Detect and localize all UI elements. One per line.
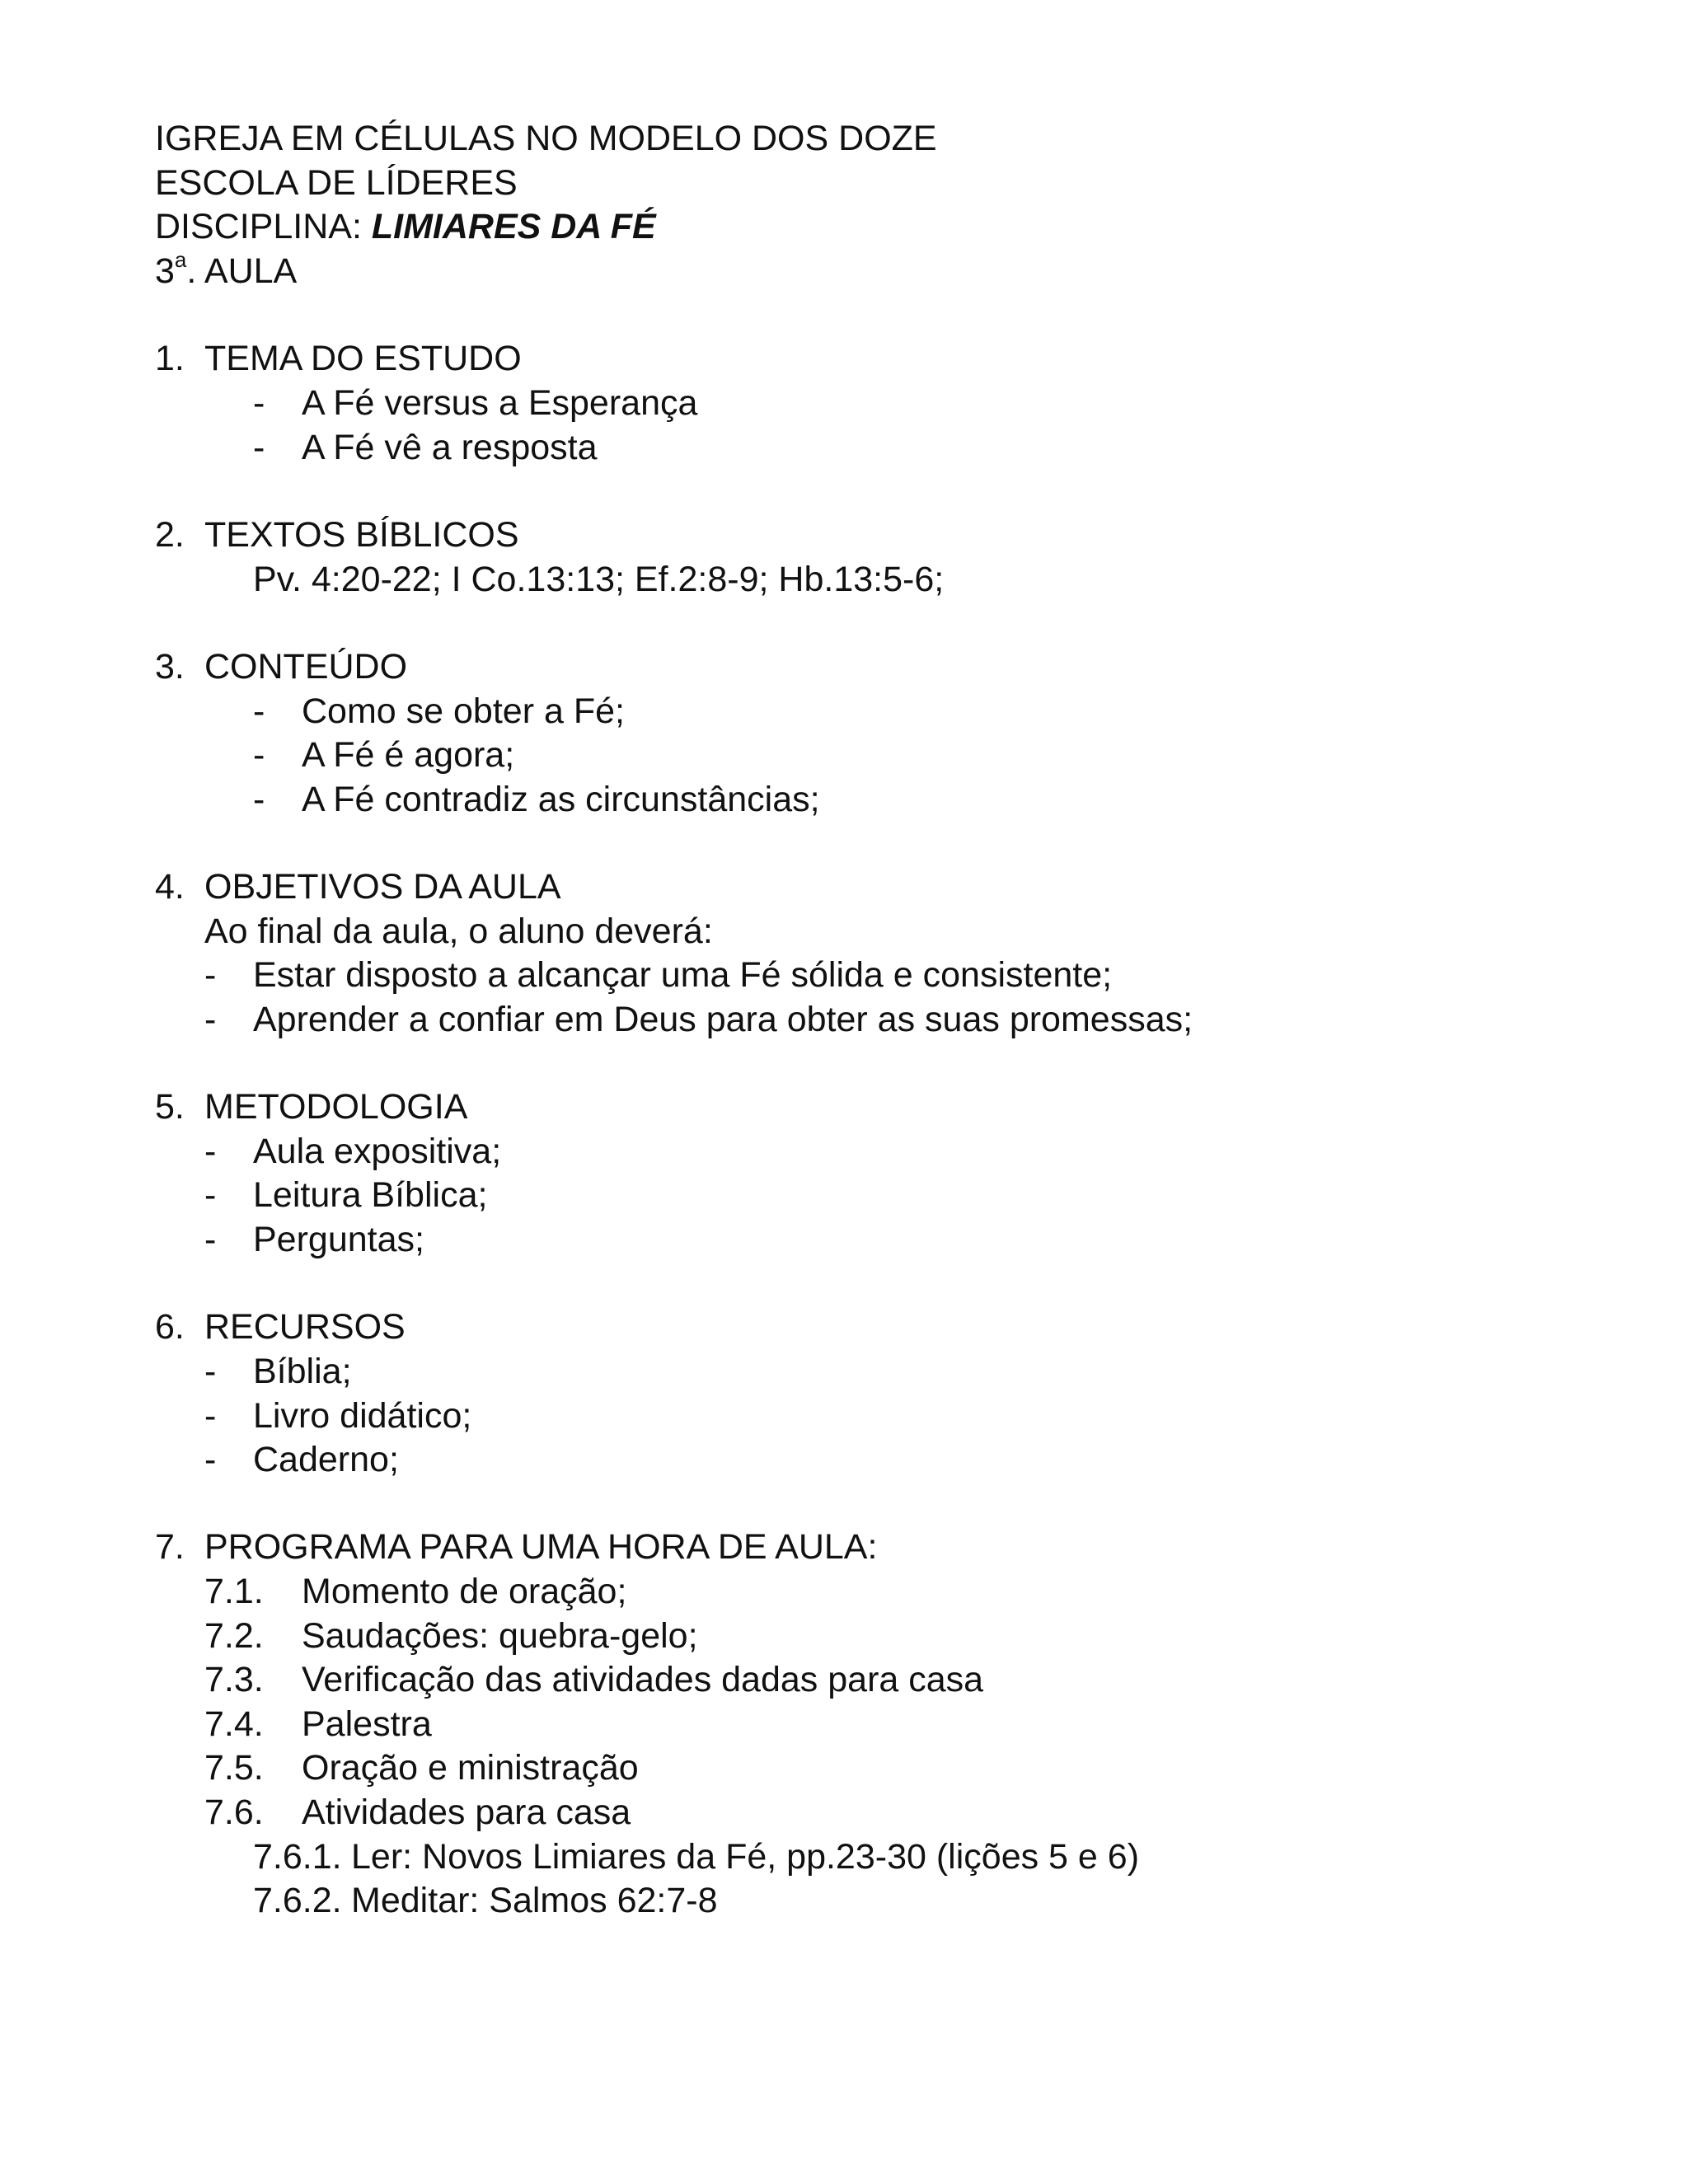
bullet-dash: - bbox=[204, 1132, 217, 1171]
header-church-name: IGREJA EM CÉLULAS NO MODELO DOS DOZE bbox=[155, 119, 937, 158]
section-4-title: OBJETIVOS DA AULA bbox=[204, 867, 561, 907]
program-item-text: Momento de oração; bbox=[302, 1572, 627, 1611]
bullet-dash: - bbox=[204, 955, 217, 995]
bullet-dash: - bbox=[253, 383, 265, 423]
program-item-text: Saudações: quebra-gelo; bbox=[302, 1616, 698, 1656]
section-5-number: 5. bbox=[155, 1087, 185, 1127]
list-item: Aprender a confiar em Deus para obter as suas promessas; bbox=[253, 1000, 1193, 1039]
header-class-number bbox=[155, 246, 298, 293]
list-item: A Fé é agora; bbox=[302, 735, 515, 775]
bullet-dash: - bbox=[204, 1000, 217, 1039]
bullet-dash: - bbox=[253, 691, 265, 731]
list-item: Aula expositiva; bbox=[253, 1132, 502, 1171]
discipline-name: LIMIARES DA FÉ bbox=[371, 207, 656, 246]
list-item: Bíblia; bbox=[253, 1352, 352, 1391]
section-3-number: 3. bbox=[155, 647, 185, 687]
section-7-number: 7. bbox=[155, 1527, 185, 1567]
bullet-dash: - bbox=[253, 780, 265, 819]
bullet-dash: - bbox=[204, 1396, 217, 1436]
bullet-dash: - bbox=[253, 428, 265, 467]
section-5-title: METODOLOGIA bbox=[204, 1087, 468, 1127]
program-subitem-number: 7.6.2. bbox=[253, 1881, 342, 1920]
section-1-title: TEMA DO ESTUDO bbox=[204, 339, 522, 378]
list-item: A Fé versus a Esperança bbox=[302, 383, 698, 423]
section-1-number: 1. bbox=[155, 339, 185, 378]
list-item: Livro didático; bbox=[253, 1396, 472, 1436]
bullet-dash: - bbox=[204, 1175, 217, 1215]
program-subitem-text: Ler: Novos Limiares da Fé, pp.23-30 (lições 5 e 6) bbox=[351, 1837, 1140, 1877]
program-item-text: Verificação das atividades dadas para casa bbox=[302, 1660, 984, 1699]
program-item-number: 7.2. bbox=[204, 1616, 264, 1656]
class-ordinal-sup: a bbox=[174, 246, 187, 272]
class-label: . AULA bbox=[186, 251, 298, 291]
program-item-text: Oração e ministração bbox=[302, 1748, 639, 1788]
bullet-dash: - bbox=[204, 1440, 217, 1479]
list-item: Perguntas; bbox=[253, 1220, 424, 1259]
program-item-number: 7.1. bbox=[204, 1572, 264, 1611]
discipline-label: DISCIPLINA: bbox=[155, 207, 372, 246]
bullet-dash: - bbox=[253, 735, 265, 775]
section-2-title: TEXTOS BÍBLICOS bbox=[204, 515, 519, 555]
program-item-number: 7.5. bbox=[204, 1748, 264, 1788]
objectives-intro: Ao final da aula, o aluno deverá: bbox=[204, 912, 713, 951]
bible-references: Pv. 4:20-22; I Co.13:13; Ef.2:8-9; Hb.13:5-6; bbox=[253, 560, 945, 599]
section-4-number: 4. bbox=[155, 867, 185, 907]
list-item: Caderno; bbox=[253, 1440, 399, 1479]
list-item: A Fé contradiz as circunstâncias; bbox=[302, 780, 820, 819]
list-item: Estar disposto a alcançar uma Fé sólida e consistente; bbox=[253, 955, 1113, 995]
list-item: Leitura Bíblica; bbox=[253, 1175, 488, 1215]
header-discipline bbox=[155, 204, 656, 249]
bullet-dash: - bbox=[204, 1352, 217, 1391]
list-item: Como se obter a Fé; bbox=[302, 691, 625, 731]
class-number: 3 bbox=[155, 251, 175, 291]
program-subitem-number: 7.6.1. bbox=[253, 1837, 342, 1877]
program-item-text: Atividades para casa bbox=[302, 1793, 631, 1832]
bullet-dash: - bbox=[204, 1220, 217, 1259]
program-item-text: Palestra bbox=[302, 1704, 432, 1744]
section-7-title: PROGRAMA PARA UMA HORA DE AULA: bbox=[204, 1527, 878, 1567]
list-item: A Fé vê a resposta bbox=[302, 428, 598, 467]
program-subitem-text: Meditar: Salmos 62:7-8 bbox=[351, 1881, 718, 1920]
program-item-number: 7.4. bbox=[204, 1704, 264, 1744]
section-6-number: 6. bbox=[155, 1307, 185, 1347]
header-school-name: ESCOLA DE LÍDERES bbox=[155, 163, 518, 203]
program-item-number: 7.3. bbox=[204, 1660, 264, 1699]
section-3-title: CONTEÚDO bbox=[204, 647, 408, 687]
section-6-title: RECURSOS bbox=[204, 1307, 406, 1347]
program-item-number: 7.6. bbox=[204, 1793, 264, 1832]
section-2-number: 2. bbox=[155, 515, 185, 555]
